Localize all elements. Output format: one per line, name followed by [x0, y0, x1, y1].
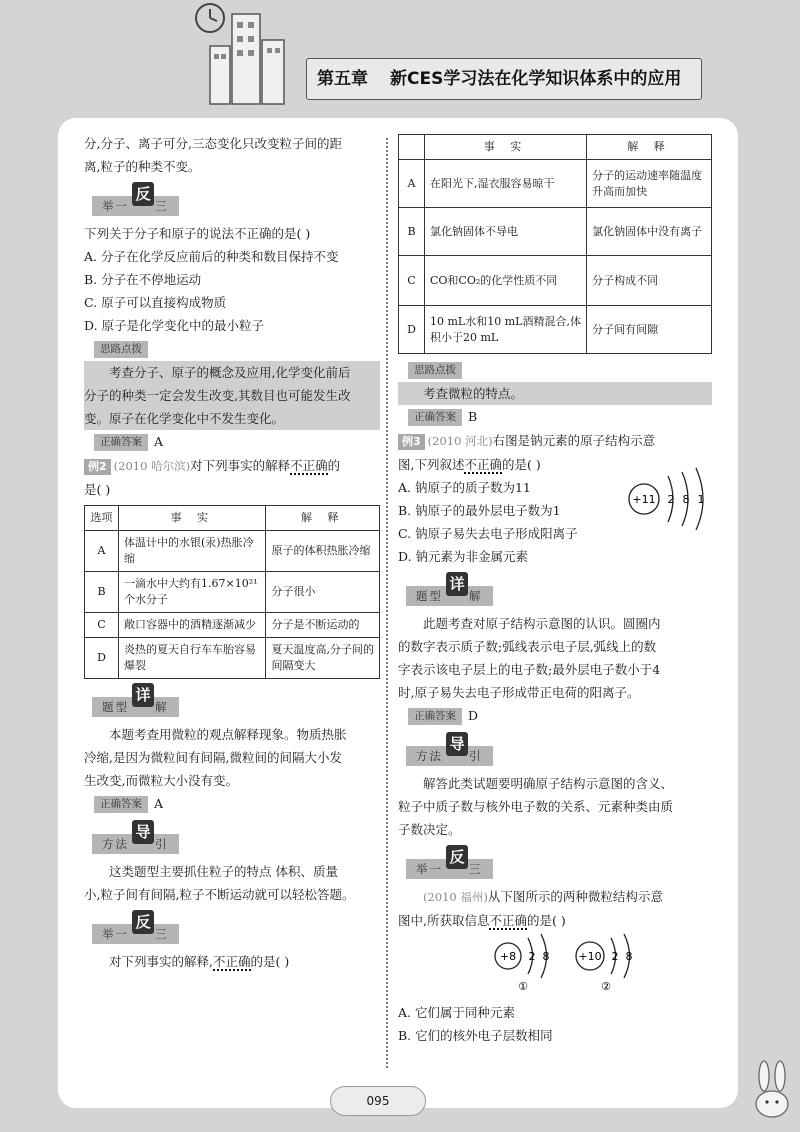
example-text: 的是( ) — [502, 457, 541, 472]
hint-line: 考查分子、原子的概念及应用,化学变化前后 — [109, 365, 351, 380]
table-cell: 氯化钠固体中没有离子 — [587, 208, 712, 256]
badge-post: 三 — [155, 927, 169, 941]
badge-post: 引 — [155, 837, 169, 851]
badge-post: 解 — [155, 700, 169, 714]
example-tag: 例2 — [84, 459, 111, 475]
table-header — [399, 135, 425, 160]
badge-fang-fa-dao-yin — [84, 820, 380, 858]
badge-post: 引 — [469, 749, 483, 763]
example-text: 右图是钠元素的原子结构示意 — [492, 433, 656, 448]
chapter-number: 第五章 — [317, 69, 368, 89]
question-source: (2010 福州) — [423, 890, 488, 904]
badge-ju-yi-fan-san — [84, 182, 380, 220]
hint-block — [84, 361, 380, 430]
table-cell: D — [85, 638, 119, 679]
option-a: A. 钠原子的质子数为11 — [398, 480, 531, 495]
explain-line: 冷缩,是因为微粒间有间隔,微粒间的间隔大小发 — [84, 750, 342, 765]
shell-electrons: 1 — [697, 493, 705, 506]
example3-block — [398, 476, 712, 568]
table-cell: B — [85, 572, 119, 613]
example-text: 对下列事实的解释 — [190, 458, 291, 473]
explain-line: 本题考查用微粒的观点解释现象。物质热胀 — [109, 727, 347, 742]
table-cell: 夏天温度高,分子间的间隔变大 — [266, 638, 380, 679]
badge-big-char: 导 — [446, 732, 468, 756]
question-text: 从下图所示的两种微粒结构示意 — [487, 889, 663, 904]
option-c: C. 钠原子易失去电子形成阳离子 — [398, 526, 578, 541]
option-b: B. 它们的核外电子层数相同 — [398, 1028, 553, 1043]
table-header: 解 释 — [266, 506, 380, 531]
table-cell: A — [85, 531, 119, 572]
option-b: B. 分子在不停地运动 — [84, 272, 202, 287]
shell-electrons: 8 — [625, 950, 633, 963]
table-row — [85, 572, 380, 613]
table-header: 解 释 — [587, 135, 712, 160]
emphasis-text: 不正确 — [290, 458, 328, 473]
table-row — [399, 306, 712, 354]
answer-label: 正确答案 — [94, 796, 148, 813]
right-column — [398, 132, 712, 1047]
shell-electrons: 2 — [667, 493, 675, 506]
table-cell: 敞口容器中的酒精逐渐减少 — [119, 613, 266, 638]
method-line: 子数决定。 — [398, 822, 461, 837]
badge-big-char: 导 — [132, 820, 154, 844]
table-cell: C — [85, 613, 119, 638]
explain-line: 时,原子易失去电子形成带正电荷的阳离子。 — [398, 685, 640, 700]
table-cell: 原子的体积热胀冷缩 — [266, 531, 380, 572]
example-text: 图,下列叙述 — [398, 457, 465, 472]
badge-big-char: 反 — [132, 182, 154, 206]
badge-big-char: 反 — [446, 845, 468, 869]
badge-big-char: 详 — [132, 683, 154, 707]
method-line: 粒子中质子数与核外电子数的关系、元素种类由质 — [398, 799, 674, 814]
answer-label: 正确答案 — [408, 409, 462, 426]
intro-line: 分,分子、离子可分,三态变化只改变粒子间的距 — [84, 136, 342, 151]
method-line: 解答此类试题要明确原子结构示意图的含义、 — [423, 776, 674, 791]
chapter-title: 新CES学习法在化学知识体系中的应用 — [390, 69, 682, 89]
answer-label: 正确答案 — [408, 708, 462, 725]
chapter-banner — [306, 58, 702, 100]
option-d: D. 原子是化学变化中的最小粒子 — [84, 318, 265, 333]
table-row — [85, 613, 380, 638]
table-row — [85, 638, 380, 679]
column-divider — [386, 138, 388, 1068]
emphasis-text: 不正确 — [489, 913, 527, 928]
table-header: 事 实 — [119, 506, 266, 531]
table-cell: A — [399, 160, 425, 208]
hint-label: 思路点拨 — [408, 362, 462, 379]
question-stem: 下列关于分子和原子的说法不正确的是( ) — [84, 226, 311, 241]
badge-ju-yi-fan-san — [398, 845, 712, 883]
nucleus-charge: +11 — [632, 493, 656, 506]
hint-block — [398, 382, 712, 405]
table-cell: 分子构成不同 — [587, 256, 712, 306]
option-c: C. 原子可以直接构成物质 — [84, 295, 227, 310]
emphasis-text: 不正确 — [464, 457, 502, 472]
left-column — [84, 132, 380, 973]
table-cell: 在阳光下,湿衣服容易晾干 — [425, 160, 587, 208]
example-line: 是( ) — [84, 482, 111, 497]
question-text: 对下列事实的解释, — [109, 954, 213, 969]
answer-value: B — [468, 409, 478, 424]
option-b: B. 钠原子的最外层电子数为1 — [398, 503, 561, 518]
badge-pre: 方法 — [102, 837, 129, 851]
question-text: 图中,所获取信息 — [398, 913, 490, 928]
page-number: 095 — [366, 1094, 390, 1108]
facts-table — [84, 505, 380, 679]
table-cell: 分子很小 — [266, 572, 380, 613]
badge-ti-xing-xiang-jie — [398, 572, 712, 610]
badge-pre: 题型 — [416, 589, 443, 603]
particle-label: ② — [601, 980, 611, 993]
badge-pre: 题型 — [102, 700, 129, 714]
badge-fang-fa-dao-yin — [398, 732, 712, 770]
answer-label: 正确答案 — [94, 434, 148, 451]
shell-electrons: 2 — [528, 950, 536, 963]
method-line: 小,粒子间有间隔,粒子不断运动就可以轻松答题。 — [84, 887, 355, 902]
example-source: (2010 河北) — [427, 434, 493, 448]
particle-structure-diagrams — [398, 932, 712, 994]
shell-electrons: 8 — [682, 493, 690, 506]
emphasis-text: 不正确 — [212, 954, 251, 969]
explain-line: 的数字表示质子数;弧线表示电子层,弧线上的数 — [398, 639, 657, 654]
badge-post: 三 — [469, 862, 483, 876]
answer-value: D — [468, 708, 479, 723]
method-line: 这类题型主要抓住粒子的特点 体积、质量 — [109, 864, 338, 879]
table-row — [399, 256, 712, 306]
nucleus-charge: +8 — [499, 950, 517, 963]
table-header-row — [85, 506, 380, 531]
badge-post: 三 — [155, 199, 169, 213]
table-cell: C — [399, 256, 425, 306]
table-cell: 一滴水中大约有1.67×10²¹个水分子 — [119, 572, 266, 613]
table-cell: 体温计中的水银(汞)热胀冷缩 — [119, 531, 266, 572]
table-cell: 分子是不断运动的 — [266, 613, 380, 638]
table-row — [399, 208, 712, 256]
particle-label: ① — [518, 980, 528, 993]
badge-ju-yi-fan-san — [84, 910, 380, 948]
shell-electrons: 2 — [611, 950, 619, 963]
explain-line: 生改变,而微粒大小没有变。 — [84, 773, 238, 788]
table-cell: 氯化钠固体不导电 — [425, 208, 587, 256]
example-tag: 例3 — [398, 434, 425, 450]
option-a: A. 它们属于同种元素 — [398, 1005, 515, 1020]
hint-line: 分子的种类一定会发生改变,其数目也可能发生改 — [84, 388, 351, 403]
question-text: 的是( ) — [250, 954, 290, 969]
example-text: 的 — [327, 458, 341, 473]
badge-pre: 举一 — [102, 927, 129, 941]
question-text: 的是( ) — [527, 913, 566, 928]
table-cell: 分子间有间隙 — [587, 306, 712, 354]
badge-ti-xing-xiang-jie — [84, 683, 380, 721]
answer-value: A — [154, 434, 164, 449]
facts-table — [398, 134, 712, 354]
table-cell: B — [399, 208, 425, 256]
explain-line: 字表示该电子层上的电子数;最外层电子数小于4 — [398, 662, 661, 677]
table-cell: 10 mL水和10 mL酒精混合,体积小于20 mL — [425, 306, 587, 354]
badge-pre: 方法 — [416, 749, 443, 763]
badge-pre: 举一 — [416, 862, 443, 876]
intro-line: 离,粒子的种类不变。 — [84, 159, 201, 174]
table-header-row — [399, 135, 712, 160]
table-header: 选项 — [85, 506, 119, 531]
explain-line: 此题考查对原子结构示意图的认识。圆圈内 — [423, 616, 661, 631]
badge-post: 解 — [469, 589, 483, 603]
shell-electrons: 8 — [542, 950, 550, 963]
table-cell: CO和CO₂的化学性质不同 — [425, 256, 587, 306]
nucleus-charge: +10 — [578, 950, 602, 963]
table-row — [399, 160, 712, 208]
example-source: (2010 哈尔滨) — [113, 459, 191, 473]
header-illustration — [170, 0, 310, 110]
badge-big-char: 反 — [132, 910, 154, 934]
table-cell: D — [399, 306, 425, 354]
badge-pre: 举一 — [102, 199, 129, 213]
sodium-atom-diagram — [620, 464, 716, 534]
badge-big-char: 详 — [446, 572, 468, 596]
option-a: A. 分子在化学反应前后的种类和数目保持不变 — [84, 249, 339, 264]
table-cell: 分子的运动速率随温度升高而加快 — [587, 160, 712, 208]
table-row — [85, 531, 380, 572]
option-d: D. 钠元素为非金属元素 — [398, 549, 529, 564]
hint-line: 考查微粒的特点。 — [423, 386, 524, 401]
answer-value: A — [154, 796, 164, 811]
rabbit-illustration — [748, 1060, 796, 1120]
table-header: 事 实 — [425, 135, 587, 160]
page-number-cloud — [330, 1086, 426, 1116]
table-cell: 炎热的夏天自行车车胎容易爆裂 — [119, 638, 266, 679]
hint-label: 思路点拨 — [94, 341, 148, 358]
hint-line: 变。原子在化学变化中不发生变化。 — [84, 411, 285, 426]
